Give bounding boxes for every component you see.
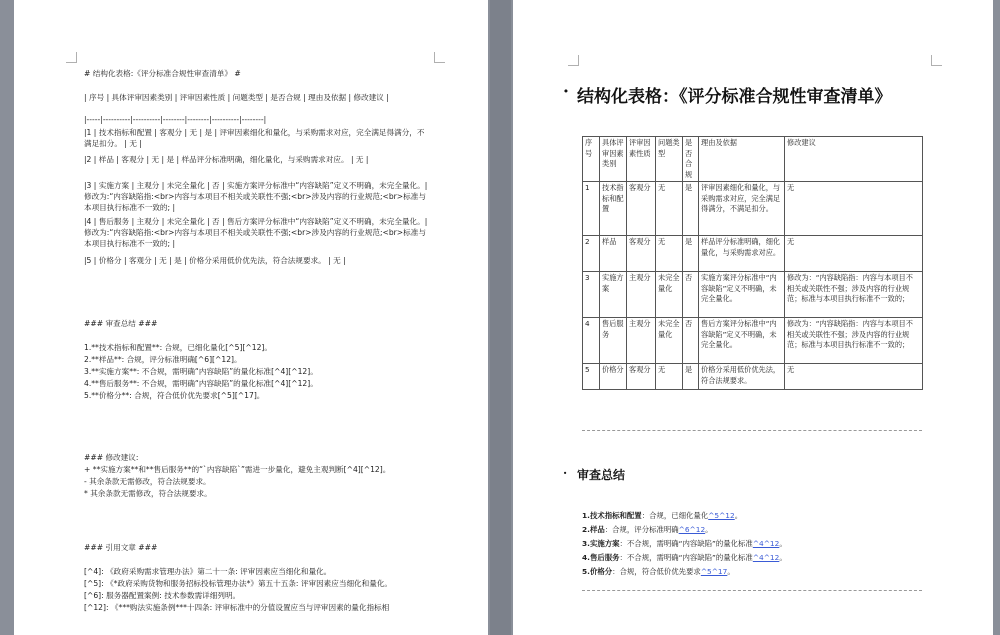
advice-item: - 其余条款无需修改，符合法规要求。 — [84, 477, 211, 486]
reference-item: [^12]: 《***购法实施条例***十四条: 评审标准中的分值设置应当与评审因素的量化指标相 — [84, 603, 390, 612]
table-header-cell: 评审因素性质 — [627, 137, 656, 182]
table-header-cell: 问题类型 — [656, 137, 683, 182]
footnote-link[interactable]: ^6^12 — [678, 525, 706, 534]
table-cell: 售后服务 — [600, 318, 627, 364]
summary-label: 5.价格分 — [582, 567, 613, 576]
table-cell: 实施方案评分标准中“内容缺陷”定义不明确，未完全量化。 — [699, 272, 785, 318]
table-header-cell: 序号 — [583, 137, 600, 182]
table-cell: 客观分 — [627, 236, 656, 272]
summary-item: 4.售后服务：不合规，需明确“内容缺陷”的量化标准^4^12。 — [582, 553, 787, 562]
table-cell: 价格分采用低价优先法，符合法规要求。 — [699, 364, 785, 390]
table-header-cell: 具体评审因素类别 — [600, 137, 627, 182]
summary-text: ：合规，评分标准明确 — [604, 525, 679, 534]
summary-item: 3.**实施方案**: 不合规，需明确“内容缺陷”的量化标准[^4][^12]。 — [84, 367, 318, 376]
table-cell: 修改为：“内容缺陷指：内容与本项目不相关或关联性不强；涉及内容的行业规范；标准与本项目执行标准不一致的； — [785, 272, 923, 318]
compliance-table — [582, 136, 923, 390]
footnote-link[interactable]: ^5^17 — [700, 567, 728, 576]
table-row — [583, 364, 923, 390]
summary-label: 4.售后服务 — [582, 553, 620, 562]
table-cell: 2 — [583, 236, 600, 272]
table-cell: 否 — [683, 318, 699, 364]
table-cell: 主观分 — [627, 318, 656, 364]
table-cell: 否 — [683, 272, 699, 318]
markdown-heading-line: # 结构化表格:《评分标准合规性审查清单》 # — [84, 69, 241, 78]
table-cell: 技术指标和配置 — [600, 182, 627, 236]
advice-item: + **实施方案**和**售后服务**的“`内容缺陷`”需进一步量化，避免主观判断[^4][^12]。 — [84, 465, 391, 474]
summary-label: 3.实施方案 — [582, 539, 620, 548]
table-cell: 客观分 — [627, 364, 656, 390]
summary-heading-text: 审查总结 — [577, 468, 626, 482]
markdown-table-row: |1 | 技术指标和配置 | 客观分 | 无 | 是 | 评审因素细化和量化，与采购需求对应，完全满足得满分，不满足扣分。 | 无 | — [84, 128, 425, 148]
table-row — [583, 182, 923, 236]
document-page-right[interactable] — [513, 0, 993, 635]
summary-label: 1.技术指标和配置 — [582, 511, 642, 520]
summary-heading — [563, 466, 626, 483]
table-cell: 无 — [785, 236, 923, 272]
table-cell: 无 — [656, 236, 683, 272]
table-cell: 1 — [583, 182, 600, 236]
summary-text: ：合规，符合低价优先要求 — [612, 567, 701, 576]
footnote-link[interactable]: ^4^12 — [752, 539, 780, 548]
table-header-cell: 理由及依据 — [699, 137, 785, 182]
summary-item: 2.**样品**: 合规，评分标准明确[^6][^12]。 — [84, 355, 242, 364]
summary-heading: ### 审查总结 ### — [84, 319, 158, 328]
markdown-table-row: |5 | 价格分 | 客观分 | 无 | 是 | 价格分采用低价优先法，符合法规要求。 | 无 | — [84, 256, 346, 265]
table-cell: 是 — [683, 364, 699, 390]
summary-text: ：不合规，需明确“内容缺陷”的量化标准 — [619, 553, 753, 562]
document-title — [563, 82, 892, 107]
reference-item: [^5]: 《*政府采购货物和服务招标投标管理办法*》第五十五条: 评审因素应当细化和量化。 — [84, 579, 393, 588]
summary-item: 1.**技术指标和配置**: 合规，已细化量化[^5][^12]。 — [84, 343, 272, 352]
refs-heading: ### 引用文章 ### — [84, 543, 158, 552]
table-cell: 评审因素细化和量化，与采购需求对应，完全满足得满分，不满足扣分。 — [699, 182, 785, 236]
markdown-table-row: |3 | 实施方案 | 主观分 | 未完全量化 | 否 | 实施方案评分标准中“内容缺陷”定义不明确，未完全量化。| 修改为:“内容缺陷指:<br>内容与本项目不相关或关联性不强;<br>涉及内容的行业规范;<br>标准与本项目执行标准不一致的; | — [84, 181, 428, 212]
table-cell: 无 — [785, 182, 923, 236]
summary-item: 3.实施方案：不合规，需明确“内容缺陷”的量化标准^4^12。 — [582, 539, 787, 548]
table-header-row — [583, 137, 923, 182]
document-page-left[interactable] — [14, 0, 488, 635]
summary-item: 5.价格分：合规，符合低价优先要求^5^17。 — [582, 567, 735, 576]
summary-item: 5.**价格分**: 合规，符合低价优先要求[^5][^17]。 — [84, 391, 265, 400]
advice-heading: ### 修改建议: — [84, 453, 139, 462]
summary-label: 2.样品 — [582, 525, 605, 534]
advice-item: * 其余条款无需修改，符合法规要求。 — [84, 489, 212, 498]
table-cell: 售后方案评分标准中“内容缺陷”定义不明确，未完全量化。 — [699, 318, 785, 364]
margin-corner-mark — [568, 55, 579, 66]
markdown-table-separator: |-----|----------|----------|--------|--------|----------|--------| — [84, 115, 267, 124]
summary-item: 2.样品：合规，评分标准明确^6^12。 — [582, 525, 713, 534]
horizontal-rule — [582, 590, 922, 591]
table-row — [583, 318, 923, 364]
footnote-link[interactable]: ^5^12 — [708, 511, 735, 520]
table-cell: 价格分 — [600, 364, 627, 390]
table-cell: 修改为：“内容缺陷指：内容与本项目不相关或关联性不强；涉及内容的行业规范；标准与本项目执行标准不一致的； — [785, 318, 923, 364]
table-header-cell: 是否合规 — [683, 137, 699, 182]
table-header-cell: 修改建议 — [785, 137, 923, 182]
margin-corner-mark — [931, 55, 942, 66]
table-cell: 未完全量化 — [656, 272, 683, 318]
table-cell: 样品评分标准明确，细化量化，与采购需求对应。 — [699, 236, 785, 272]
table-cell: 主观分 — [627, 272, 656, 318]
table-cell: 5 — [583, 364, 600, 390]
margin-corner-mark — [66, 52, 77, 63]
table-row — [583, 272, 923, 318]
table-cell: 无 — [785, 364, 923, 390]
summary-item: 1.技术指标和配置：合规，已细化量化^5^12。 — [582, 511, 743, 520]
table-cell: 未完全量化 — [656, 318, 683, 364]
summary-item: 4.**售后服务**: 不合规，需明确“内容缺陷”的量化标准[^4][^12]。 — [84, 379, 318, 388]
markdown-table-row: |4 | 售后服务 | 主观分 | 未完全量化 | 否 | 售后方案评分标准中“内容缺陷”定义不明确，未完全量化。| 修改为:“内容缺陷指:<br>内容与本项目不相关或关联性不强;<br>涉及内容的行业规范;<br>标准与本项目执行标准不一致的; | — [84, 217, 428, 248]
table-cell: 无 — [656, 182, 683, 236]
table-cell: 实施方案 — [600, 272, 627, 318]
table-cell: 是 — [683, 236, 699, 272]
table-cell: 3 — [583, 272, 600, 318]
margin-corner-mark — [434, 52, 445, 63]
reference-item: [^6]: 服务器配置案例: 技术参数需详细列明。 — [84, 591, 241, 600]
summary-text: ：合规，已细化量化 — [641, 511, 709, 520]
heading-bullet-icon: · — [563, 82, 569, 102]
table-cell: 客观分 — [627, 182, 656, 236]
table-cell: 是 — [683, 182, 699, 236]
summary-text: ：不合规，需明确“内容缺陷”的量化标准 — [619, 539, 753, 548]
heading-bullet-icon: · — [563, 466, 568, 480]
table-cell: 无 — [656, 364, 683, 390]
page-gutter — [490, 0, 511, 635]
markdown-table-header: | 序号 | 具体评审因素类别 | 评审因素性质 | 问题类型 | 是否合规 | 理由及依据 | 修改建议 | — [84, 93, 389, 102]
reference-item: [^4]: 《政府采购需求管理办法》第二十一条: 评审因素应当细化和量化。 — [84, 567, 332, 576]
table-cell: 样品 — [600, 236, 627, 272]
table-row — [583, 236, 923, 272]
footnote-link[interactable]: ^4^12 — [752, 553, 780, 562]
horizontal-rule — [582, 430, 922, 431]
table-cell: 4 — [583, 318, 600, 364]
document-title-text: 结构化表格：《评分标准合规性审查清单》 — [577, 87, 892, 107]
markdown-table-row: |2 | 样品 | 客观分 | 无 | 是 | 样品评分标准明确，细化量化，与采购需求对应。 | 无 | — [84, 155, 369, 164]
